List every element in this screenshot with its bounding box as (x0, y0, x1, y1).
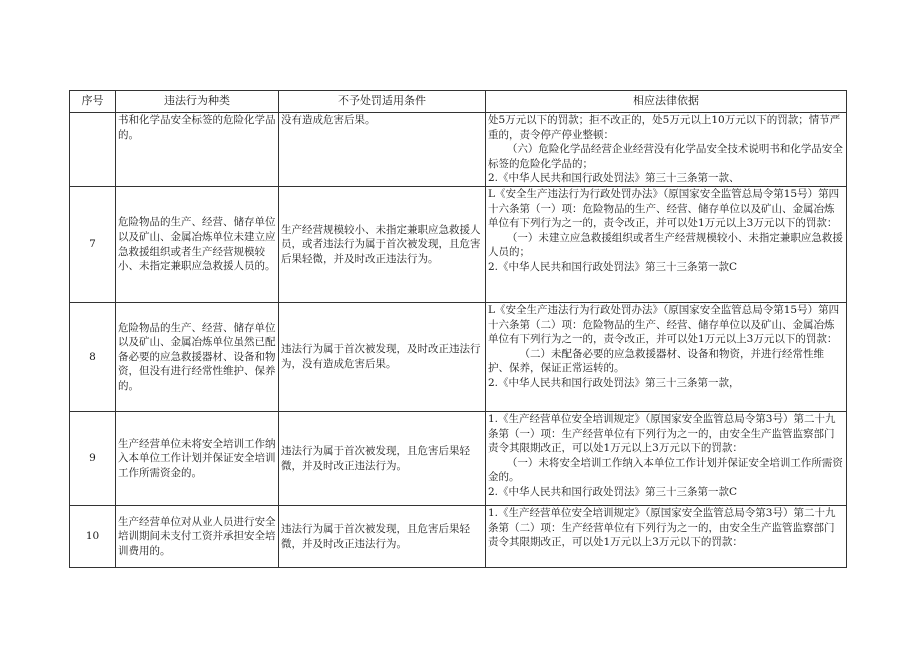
table-row (70, 303, 847, 412)
basis-line: （一）未建立应急救援组织或者生产经营规模较小、未指定兼职应急救援人员的； (488, 231, 843, 259)
table-row (70, 187, 847, 303)
header-basis: 相应法律依据 (486, 91, 847, 113)
basis-line: （六）危险化学品经营企业经营没有化学品安全技术说明书和化学品安全标签的危险化学品的； (488, 143, 843, 170)
legal-basis (486, 412, 847, 506)
basis-line: （二）未配备必要的应急救援器材、设备和物资，并进行经常性维护、保养，保证正常运转的。 (488, 347, 824, 375)
legal-basis (486, 113, 847, 187)
violation-type: 生产经营单位未将安全培训工作纳入本单位工作计划并保证安全培训工作所需资金的。 (116, 412, 279, 506)
exemption-condition: 违法行为属于首次被发现，且危害后果轻微，并及时改正违法行为。 (279, 412, 486, 506)
table-row (70, 113, 847, 187)
table-header-row (70, 91, 847, 113)
legal-basis (486, 303, 847, 412)
row-number: 8 (70, 303, 116, 412)
row-number: 9 (70, 412, 116, 506)
table-row (70, 412, 847, 506)
legal-basis (486, 506, 847, 568)
violation-type: 危险物品的生产、经营、储存单位以及矿山、金属冶炼单位虽然已配备必要的应急救援器材、设备和物资，但没有进行经常性维护、保养的。 (116, 303, 279, 412)
basis-line: 处5万元以下的罚款；拒不改正的，处5万元以上10万元以下的罚款；情节严重的，责令停产停业整顿： (488, 114, 841, 141)
exemption-condition: 违法行为属于首次被发现，且危害后果轻微，并及时改正违法行为。 (279, 506, 486, 568)
row-number: 10 (70, 506, 116, 568)
basis-line: 1.《生产经营单位安全培训规定》（原国家安全监管总局令第3号）第二十九条第（一）项：生产经营单位有下列行为之一的，由安全生产监管监察部门责令其限期改正，可以处1万元以上3万元以下的罚款： (488, 413, 836, 455)
exemption-condition: 违法行为属于首次被发现，及时改正违法行为，没有造成危害后果。 (279, 303, 486, 412)
basis-line: 2.《中华人民共和国行政处罚法》第三十三条第一款C (488, 260, 738, 273)
row-number: 7 (70, 187, 116, 303)
header-no: 序号 (70, 91, 116, 113)
basis-line: L《安全生产违法行为行政处罚办法》（原国家安全监管总局令第15号）第四十六条第（一）项：危险物品的生产、经营、储存单位以及矿山、金属冶炼单位有下列行为之一的，责令改正，并可以处1万元以上3万元以下的罚款： (488, 188, 840, 230)
document-page (69, 90, 846, 568)
basis-line: 2.《中华人民共和国行政处罚法》第三十三条第一款， (488, 376, 740, 389)
basis-line: 2.《中华人民共和国行政处罚法》第三十三条第一款、 (488, 172, 740, 185)
basis-line: 1.《生产经营单位安全培训规定》（原国家安全监管总局令第3号）第二十九条第（二）项：生产经营单位有下列行为之一的，由安全生产监管监察部门责令其限期改正，可以处1万元以上3万元以下的罚款： (488, 507, 836, 549)
violation-type: 书和化学品安全标签的危险化学品的。 (116, 113, 279, 187)
basis-line: L《安全生产违法行为行政处罚办法》（原国家安全监管总局令第15号）第四十六条第（二）项：危险物品的生产、经营、储存单位以及矿山、金属冶炼单位有下列行为之一的，责令改正，并可以处1万元以上3万元以下的罚款： (488, 304, 840, 346)
row-number (70, 113, 116, 187)
header-type: 违法行为种类 (116, 91, 279, 113)
basis-line: （一）未将安全培训工作纳入本单位工作计划并保证安全培训工作所需资金的。 (488, 456, 843, 484)
violation-type: 生产经营单位对从业人员进行安全培训期间未支付工资并承担安全培训费用的。 (116, 506, 279, 568)
table-row (70, 506, 847, 568)
legal-basis (486, 187, 847, 303)
exemption-condition: 生产经营规模较小、未指定兼职应急救援人员，或者违法行为属于首次被发现，且危害后果轻微，并及时改正违法行为。 (279, 187, 486, 303)
exemption-condition: 没有造成危害后果。 (279, 113, 486, 187)
violation-type: 危险物品的生产、经营、储存单位以及矿山、金属冶炼单位未建立应急救援组织或者生产经营规模较小、未指定兼职应急救援人员的。 (116, 187, 279, 303)
header-condition: 不予处罚适用条件 (279, 91, 486, 113)
penalty-table (69, 90, 847, 568)
basis-line: 2.《中华人民共和国行政处罚法》第三十三条第一款C (488, 485, 738, 498)
